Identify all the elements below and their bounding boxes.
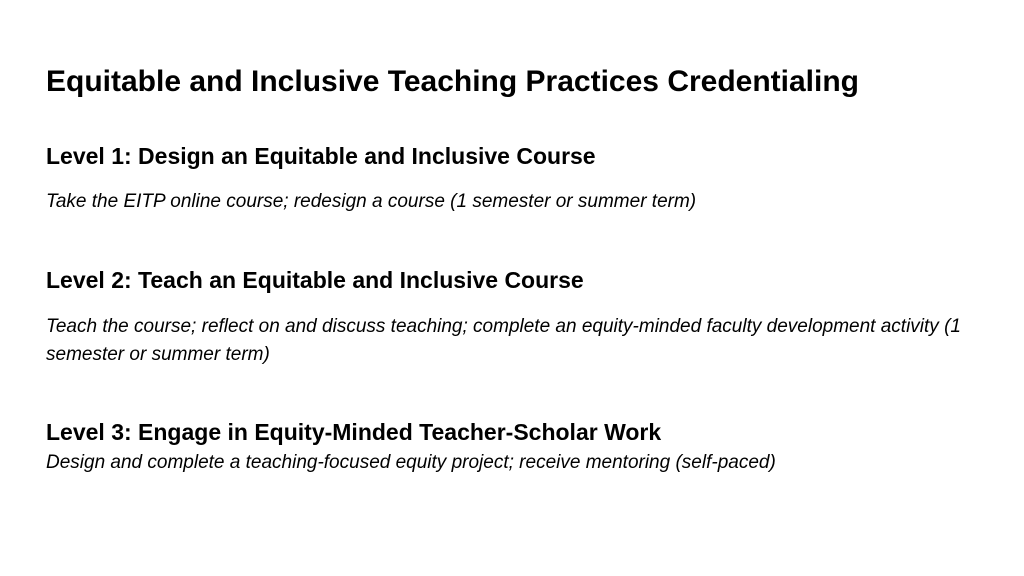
level-1-heading: Level 1: Design an Equitable and Inclusive Course [46, 143, 596, 169]
level-3-heading: Level 3: Engage in Equity-Minded Teacher-Scholar Work [46, 419, 662, 445]
level-2-heading: Level 2: Teach an Equitable and Inclusive Course [46, 267, 584, 293]
level-1-description: Take the EITP online course; redesign a course (1 semester or summer term) [46, 191, 697, 212]
level-3-description: Design and complete a teaching-focused equity project; receive mentoring (self-paced) [46, 452, 776, 473]
level-2-description: Teach the course; reflect on and discuss teaching; complete an equity-minded faculty development activity (1 semester or summer term) [46, 316, 961, 365]
slide-title: Equitable and Inclusive Teaching Practices Credentialing [46, 65, 860, 98]
